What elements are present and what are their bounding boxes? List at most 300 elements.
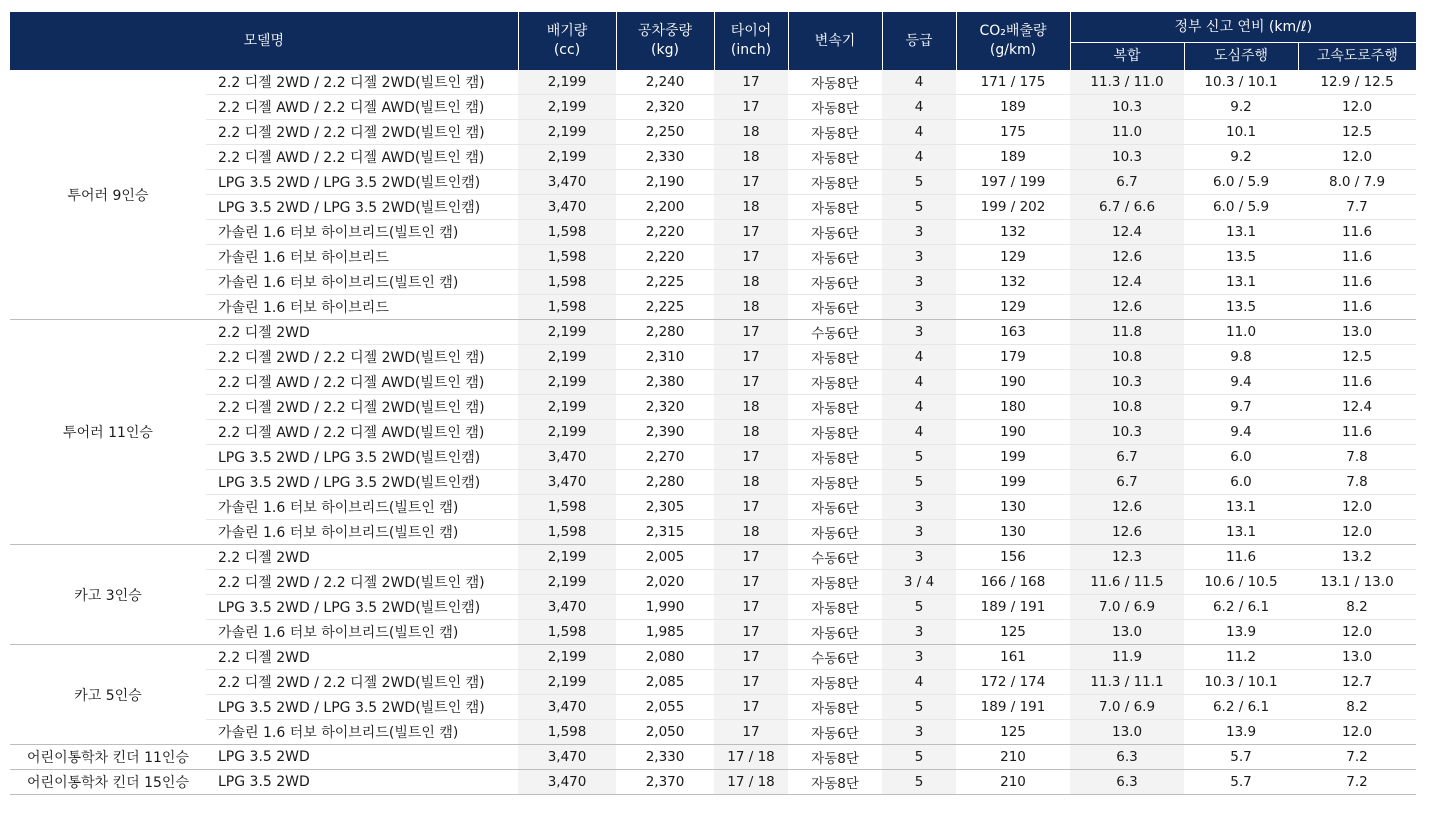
model-cell: 2.2 디젤 2WD / 2.2 디젤 2WD(빌트인 캠) — [206, 70, 518, 95]
model-cell: 2.2 디젤 AWD / 2.2 디젤 AWD(빌트인 캠) — [206, 145, 518, 170]
tire-cell: 17 — [714, 245, 788, 270]
displacement-cell: 2,199 — [518, 70, 616, 95]
city-cell: 13.1 — [1184, 270, 1298, 295]
grade-cell: 3 — [882, 320, 956, 345]
co2-cell: 199 / 202 — [956, 195, 1070, 220]
grade-cell: 3 — [882, 720, 956, 745]
model-cell: 가솔린 1.6 터보 하이브리드(빌트인 캠) — [206, 220, 518, 245]
transmission-cell: 자동8단 — [788, 195, 882, 220]
curb-weight-cell: 2,380 — [616, 370, 714, 395]
tire-cell: 17 — [714, 695, 788, 720]
highway-cell: 13.1 / 13.0 — [1298, 570, 1416, 595]
curb-weight-cell: 2,020 — [616, 570, 714, 595]
co2-cell: 189 / 191 — [956, 595, 1070, 620]
city-cell: 13.9 — [1184, 720, 1298, 745]
city-cell: 13.9 — [1184, 620, 1298, 645]
co2-cell: 125 — [956, 620, 1070, 645]
displacement-cell: 2,199 — [518, 570, 616, 595]
city-cell: 9.7 — [1184, 395, 1298, 420]
transmission-cell: 자동6단 — [788, 620, 882, 645]
combined-cell: 7.0 / 6.9 — [1070, 595, 1184, 620]
co2-cell: 132 — [956, 270, 1070, 295]
grade-cell: 3 — [882, 220, 956, 245]
tire-cell: 18 — [714, 145, 788, 170]
highway-cell: 8.2 — [1298, 595, 1416, 620]
grade-cell: 3 — [882, 245, 956, 270]
curb-weight-cell: 2,225 — [616, 295, 714, 320]
displacement-cell: 1,598 — [518, 495, 616, 520]
curb-weight-cell: 2,055 — [616, 695, 714, 720]
model-cell: 2.2 디젤 2WD / 2.2 디젤 2WD(빌트인 캠) — [206, 395, 518, 420]
header-transmission: 변속기 — [788, 12, 882, 70]
curb-weight-cell: 2,250 — [616, 120, 714, 145]
city-cell: 6.0 — [1184, 445, 1298, 470]
tire-cell: 17 — [714, 95, 788, 120]
curb-weight-cell: 2,080 — [616, 645, 714, 670]
model-cell: 가솔린 1.6 터보 하이브리드(빌트인 캠) — [206, 720, 518, 745]
transmission-cell: 자동8단 — [788, 470, 882, 495]
table-row — [10, 520, 1416, 545]
table-row — [10, 320, 1416, 345]
table-row — [10, 395, 1416, 420]
transmission-cell: 자동6단 — [788, 270, 882, 295]
co2-cell: 199 — [956, 445, 1070, 470]
curb-weight-cell: 2,200 — [616, 195, 714, 220]
city-cell: 13.1 — [1184, 520, 1298, 545]
combined-cell: 12.6 — [1070, 245, 1184, 270]
combined-cell: 7.0 / 6.9 — [1070, 695, 1184, 720]
model-cell: 2.2 디젤 2WD — [206, 320, 518, 345]
city-cell: 6.0 / 5.9 — [1184, 195, 1298, 220]
table-row — [10, 145, 1416, 170]
combined-cell: 13.0 — [1070, 620, 1184, 645]
combined-cell: 12.6 — [1070, 495, 1184, 520]
curb-weight-cell: 2,220 — [616, 245, 714, 270]
table-row — [10, 195, 1416, 220]
curb-weight-cell: 2,225 — [616, 270, 714, 295]
curb-weight-cell: 2,330 — [616, 745, 714, 770]
group-name-cell: 카고 3인승 — [10, 545, 206, 645]
displacement-cell: 3,470 — [518, 445, 616, 470]
transmission-cell: 수동6단 — [788, 320, 882, 345]
curb-weight-cell: 2,280 — [616, 320, 714, 345]
combined-cell: 11.3 / 11.0 — [1070, 70, 1184, 95]
grade-cell: 4 — [882, 370, 956, 395]
header-model: 모델명 — [10, 12, 518, 70]
transmission-cell: 자동8단 — [788, 145, 882, 170]
model-cell: LPG 3.5 2WD / LPG 3.5 2WD(빌트인캠) — [206, 595, 518, 620]
table-row — [10, 95, 1416, 120]
grade-cell: 5 — [882, 470, 956, 495]
displacement-cell: 2,199 — [518, 120, 616, 145]
co2-cell: 156 — [956, 545, 1070, 570]
combined-cell: 10.3 — [1070, 420, 1184, 445]
combined-cell: 10.3 — [1070, 95, 1184, 120]
displacement-cell: 3,470 — [518, 170, 616, 195]
table-header — [10, 12, 1416, 70]
co2-cell: 129 — [956, 295, 1070, 320]
model-cell: 가솔린 1.6 터보 하이브리드(빌트인 캠) — [206, 495, 518, 520]
combined-cell: 11.0 — [1070, 120, 1184, 145]
model-cell: LPG 3.5 2WD / LPG 3.5 2WD(빌트인캠) — [206, 170, 518, 195]
model-cell: LPG 3.5 2WD / LPG 3.5 2WD(빌트인 캠) — [206, 695, 518, 720]
model-cell: 가솔린 1.6 터보 하이브리드(빌트인 캠) — [206, 620, 518, 645]
grade-cell: 4 — [882, 120, 956, 145]
grade-cell: 5 — [882, 595, 956, 620]
table-row — [10, 445, 1416, 470]
table-row — [10, 720, 1416, 745]
displacement-cell: 2,199 — [518, 670, 616, 695]
curb-weight-cell: 2,280 — [616, 470, 714, 495]
group-name-cell: 카고 5인승 — [10, 645, 206, 745]
grade-cell: 4 — [882, 345, 956, 370]
co2-cell: 199 — [956, 470, 1070, 495]
curb-weight-cell: 2,305 — [616, 495, 714, 520]
table-body — [10, 70, 1416, 795]
combined-cell: 12.3 — [1070, 545, 1184, 570]
tire-cell: 17 — [714, 645, 788, 670]
table-row — [10, 470, 1416, 495]
tire-cell: 18 — [714, 270, 788, 295]
co2-cell: 189 / 191 — [956, 695, 1070, 720]
table-row — [10, 495, 1416, 520]
combined-cell: 10.8 — [1070, 395, 1184, 420]
model-cell: 2.2 디젤 2WD / 2.2 디젤 2WD(빌트인 캠) — [206, 570, 518, 595]
model-cell: 가솔린 1.6 터보 하이브리드 — [206, 295, 518, 320]
highway-cell: 11.6 — [1298, 420, 1416, 445]
highway-cell: 8.2 — [1298, 695, 1416, 720]
header-grade: 등급 — [882, 12, 956, 70]
curb-weight-cell: 2,315 — [616, 520, 714, 545]
grade-cell: 5 — [882, 170, 956, 195]
highway-cell: 12.0 — [1298, 95, 1416, 120]
transmission-cell: 자동6단 — [788, 720, 882, 745]
model-cell: 2.2 디젤 AWD / 2.2 디젤 AWD(빌트인 캠) — [206, 370, 518, 395]
co2-cell: 172 / 174 — [956, 670, 1070, 695]
grade-cell: 3 — [882, 620, 956, 645]
grade-cell: 5 — [882, 695, 956, 720]
combined-cell: 6.7 / 6.6 — [1070, 195, 1184, 220]
model-cell: LPG 3.5 2WD / LPG 3.5 2WD(빌트인캠) — [206, 195, 518, 220]
table-row — [10, 620, 1416, 645]
co2-cell: 163 — [956, 320, 1070, 345]
tire-cell: 17 — [714, 445, 788, 470]
city-cell: 13.1 — [1184, 220, 1298, 245]
tire-cell: 17 — [714, 370, 788, 395]
combined-cell: 6.3 — [1070, 745, 1184, 770]
city-cell: 9.2 — [1184, 145, 1298, 170]
table-row — [10, 270, 1416, 295]
displacement-cell: 3,470 — [518, 595, 616, 620]
combined-cell: 10.8 — [1070, 345, 1184, 370]
transmission-cell: 자동8단 — [788, 595, 882, 620]
highway-cell: 12.7 — [1298, 670, 1416, 695]
displacement-cell: 2,199 — [518, 95, 616, 120]
highway-cell: 12.0 — [1298, 620, 1416, 645]
transmission-cell: 자동8단 — [788, 445, 882, 470]
transmission-cell: 수동6단 — [788, 545, 882, 570]
curb-weight-cell: 2,270 — [616, 445, 714, 470]
tire-cell: 18 — [714, 120, 788, 145]
tire-cell: 17 — [714, 220, 788, 245]
highway-cell: 13.2 — [1298, 545, 1416, 570]
transmission-cell: 자동8단 — [788, 370, 882, 395]
header-city: 도심주행 — [1184, 43, 1298, 71]
group-name-cell: 투어러 9인승 — [10, 70, 206, 320]
city-cell: 10.6 / 10.5 — [1184, 570, 1298, 595]
co2-cell: 130 — [956, 520, 1070, 545]
transmission-cell: 자동8단 — [788, 95, 882, 120]
header-co2: CO₂배출량 (g/km) — [956, 12, 1070, 70]
highway-cell: 11.6 — [1298, 370, 1416, 395]
highway-cell: 12.9 / 12.5 — [1298, 70, 1416, 95]
curb-weight-cell: 2,190 — [616, 170, 714, 195]
highway-cell: 7.8 — [1298, 470, 1416, 495]
city-cell: 11.0 — [1184, 320, 1298, 345]
transmission-cell: 자동8단 — [788, 695, 882, 720]
group-name-cell: 투어러 11인승 — [10, 320, 206, 545]
tire-cell: 17 — [714, 545, 788, 570]
displacement-cell: 1,598 — [518, 720, 616, 745]
table-row — [10, 745, 1416, 770]
model-cell: LPG 3.5 2WD / LPG 3.5 2WD(빌트인캠) — [206, 470, 518, 495]
combined-cell: 6.7 — [1070, 170, 1184, 195]
transmission-cell: 자동6단 — [788, 295, 882, 320]
city-cell: 10.3 / 10.1 — [1184, 670, 1298, 695]
highway-cell: 8.0 / 7.9 — [1298, 170, 1416, 195]
displacement-cell: 2,199 — [518, 345, 616, 370]
table-row — [10, 370, 1416, 395]
transmission-cell: 수동6단 — [788, 645, 882, 670]
grade-cell: 5 — [882, 745, 956, 770]
combined-cell: 11.6 / 11.5 — [1070, 570, 1184, 595]
displacement-cell: 3,470 — [518, 770, 616, 795]
header-curb-weight: 공차중량 (kg) — [616, 12, 714, 70]
co2-cell: 132 — [956, 220, 1070, 245]
curb-weight-cell: 2,050 — [616, 720, 714, 745]
model-cell: 2.2 디젤 2WD — [206, 545, 518, 570]
table-row — [10, 770, 1416, 795]
co2-cell: 125 — [956, 720, 1070, 745]
grade-cell: 3 — [882, 645, 956, 670]
co2-cell: 180 — [956, 395, 1070, 420]
city-cell: 5.7 — [1184, 745, 1298, 770]
transmission-cell: 자동8단 — [788, 770, 882, 795]
table-row — [10, 670, 1416, 695]
tire-cell: 17 — [714, 570, 788, 595]
combined-cell: 10.3 — [1070, 145, 1184, 170]
model-cell: 가솔린 1.6 터보 하이브리드(빌트인 캠) — [206, 270, 518, 295]
tire-cell: 17 — [714, 720, 788, 745]
co2-cell: 197 / 199 — [956, 170, 1070, 195]
curb-weight-cell: 2,330 — [616, 145, 714, 170]
tire-cell: 17 — [714, 670, 788, 695]
tire-cell: 17 — [714, 595, 788, 620]
city-cell: 13.1 — [1184, 495, 1298, 520]
tire-cell: 18 — [714, 195, 788, 220]
table-row — [10, 245, 1416, 270]
highway-cell: 12.0 — [1298, 520, 1416, 545]
curb-weight-cell: 2,320 — [616, 95, 714, 120]
highway-cell: 12.5 — [1298, 345, 1416, 370]
displacement-cell: 2,199 — [518, 145, 616, 170]
city-cell: 13.5 — [1184, 295, 1298, 320]
model-cell: LPG 3.5 2WD — [206, 745, 518, 770]
model-cell: 가솔린 1.6 터보 하이브리드 — [206, 245, 518, 270]
highway-cell: 12.5 — [1298, 120, 1416, 145]
tire-cell: 17 — [714, 345, 788, 370]
displacement-cell: 1,598 — [518, 245, 616, 270]
city-cell: 9.2 — [1184, 95, 1298, 120]
highway-cell: 13.0 — [1298, 320, 1416, 345]
combined-cell: 13.0 — [1070, 720, 1184, 745]
model-cell: LPG 3.5 2WD / LPG 3.5 2WD(빌트인캠) — [206, 445, 518, 470]
transmission-cell: 자동8단 — [788, 745, 882, 770]
co2-cell: 190 — [956, 370, 1070, 395]
tire-cell: 18 — [714, 470, 788, 495]
transmission-cell: 자동8단 — [788, 670, 882, 695]
co2-cell: 190 — [956, 420, 1070, 445]
grade-cell: 5 — [882, 770, 956, 795]
combined-cell: 11.3 / 11.1 — [1070, 670, 1184, 695]
table-row — [10, 695, 1416, 720]
group-name-cell: 어린이통학차 킨더 11인승 — [10, 745, 206, 770]
curb-weight-cell: 2,240 — [616, 70, 714, 95]
city-cell: 9.4 — [1184, 370, 1298, 395]
combined-cell: 12.6 — [1070, 520, 1184, 545]
header-combined: 복합 — [1070, 43, 1184, 71]
header-highway: 고속도로주행 — [1298, 43, 1416, 71]
table-row — [10, 170, 1416, 195]
table-row — [10, 220, 1416, 245]
highway-cell: 12.0 — [1298, 495, 1416, 520]
grade-cell: 3 — [882, 520, 956, 545]
city-cell: 11.6 — [1184, 545, 1298, 570]
grade-cell: 4 — [882, 420, 956, 445]
grade-cell: 5 — [882, 445, 956, 470]
model-cell: 가솔린 1.6 터보 하이브리드(빌트인 캠) — [206, 520, 518, 545]
group-name-cell: 어린이통학차 킨더 15인승 — [10, 770, 206, 795]
co2-cell: 171 / 175 — [956, 70, 1070, 95]
tire-cell: 17 — [714, 320, 788, 345]
tire-cell: 17 / 18 — [714, 745, 788, 770]
model-cell: 2.2 디젤 2WD / 2.2 디젤 2WD(빌트인 캠) — [206, 670, 518, 695]
table-row — [10, 420, 1416, 445]
displacement-cell: 3,470 — [518, 695, 616, 720]
displacement-cell: 3,470 — [518, 745, 616, 770]
transmission-cell: 자동8단 — [788, 420, 882, 445]
combined-cell: 12.6 — [1070, 295, 1184, 320]
displacement-cell: 2,199 — [518, 645, 616, 670]
tire-cell: 18 — [714, 295, 788, 320]
city-cell: 6.0 — [1184, 470, 1298, 495]
transmission-cell: 자동8단 — [788, 70, 882, 95]
co2-cell: 129 — [956, 245, 1070, 270]
transmission-cell: 자동6단 — [788, 495, 882, 520]
displacement-cell: 1,598 — [518, 220, 616, 245]
curb-weight-cell: 2,390 — [616, 420, 714, 445]
transmission-cell: 자동8단 — [788, 570, 882, 595]
grade-cell: 5 — [882, 195, 956, 220]
table-row — [10, 120, 1416, 145]
co2-cell: 130 — [956, 495, 1070, 520]
city-cell: 9.8 — [1184, 345, 1298, 370]
displacement-cell: 2,199 — [518, 370, 616, 395]
grade-cell: 4 — [882, 70, 956, 95]
transmission-cell: 자동6단 — [788, 220, 882, 245]
displacement-cell: 2,199 — [518, 545, 616, 570]
transmission-cell: 자동8단 — [788, 170, 882, 195]
co2-cell: 175 — [956, 120, 1070, 145]
highway-cell: 11.6 — [1298, 220, 1416, 245]
transmission-cell: 자동6단 — [788, 520, 882, 545]
displacement-cell: 1,598 — [518, 295, 616, 320]
transmission-cell: 자동6단 — [788, 245, 882, 270]
curb-weight-cell: 1,985 — [616, 620, 714, 645]
grade-cell: 4 — [882, 95, 956, 120]
highway-cell: 7.2 — [1298, 770, 1416, 795]
displacement-cell: 3,470 — [518, 470, 616, 495]
curb-weight-cell: 2,320 — [616, 395, 714, 420]
highway-cell: 11.6 — [1298, 295, 1416, 320]
city-cell: 5.7 — [1184, 770, 1298, 795]
grade-cell: 4 — [882, 395, 956, 420]
transmission-cell: 자동8단 — [788, 120, 882, 145]
tire-cell: 17 / 18 — [714, 770, 788, 795]
highway-cell: 7.8 — [1298, 445, 1416, 470]
combined-cell: 6.3 — [1070, 770, 1184, 795]
curb-weight-cell: 2,310 — [616, 345, 714, 370]
displacement-cell: 1,598 — [518, 620, 616, 645]
curb-weight-cell: 2,005 — [616, 545, 714, 570]
transmission-cell: 자동8단 — [788, 345, 882, 370]
co2-cell: 179 — [956, 345, 1070, 370]
city-cell: 10.3 / 10.1 — [1184, 70, 1298, 95]
highway-cell: 12.0 — [1298, 720, 1416, 745]
combined-cell: 12.4 — [1070, 220, 1184, 245]
header-fuel-economy: 정부 신고 연비 (km/ℓ) — [1070, 12, 1416, 43]
co2-cell: 210 — [956, 770, 1070, 795]
curb-weight-cell: 2,085 — [616, 670, 714, 695]
tire-cell: 18 — [714, 395, 788, 420]
table-row — [10, 545, 1416, 570]
displacement-cell: 2,199 — [518, 320, 616, 345]
transmission-cell: 자동8단 — [788, 395, 882, 420]
city-cell: 11.2 — [1184, 645, 1298, 670]
curb-weight-cell: 1,990 — [616, 595, 714, 620]
model-cell: 2.2 디젤 AWD / 2.2 디젤 AWD(빌트인 캠) — [206, 95, 518, 120]
tire-cell: 17 — [714, 170, 788, 195]
header-displacement: 배기량 (cc) — [518, 12, 616, 70]
city-cell: 10.1 — [1184, 120, 1298, 145]
table-row — [10, 595, 1416, 620]
model-cell: 2.2 디젤 2WD — [206, 645, 518, 670]
highway-cell: 11.6 — [1298, 270, 1416, 295]
tire-cell: 18 — [714, 520, 788, 545]
city-cell: 6.0 / 5.9 — [1184, 170, 1298, 195]
highway-cell: 11.6 — [1298, 245, 1416, 270]
table-row — [10, 295, 1416, 320]
combined-cell: 6.7 — [1070, 470, 1184, 495]
grade-cell: 3 — [882, 495, 956, 520]
co2-cell: 189 — [956, 145, 1070, 170]
grade-cell: 3 — [882, 295, 956, 320]
city-cell: 9.4 — [1184, 420, 1298, 445]
tire-cell: 17 — [714, 495, 788, 520]
highway-cell: 7.7 — [1298, 195, 1416, 220]
grade-cell: 3 / 4 — [882, 570, 956, 595]
combined-cell: 10.3 — [1070, 370, 1184, 395]
